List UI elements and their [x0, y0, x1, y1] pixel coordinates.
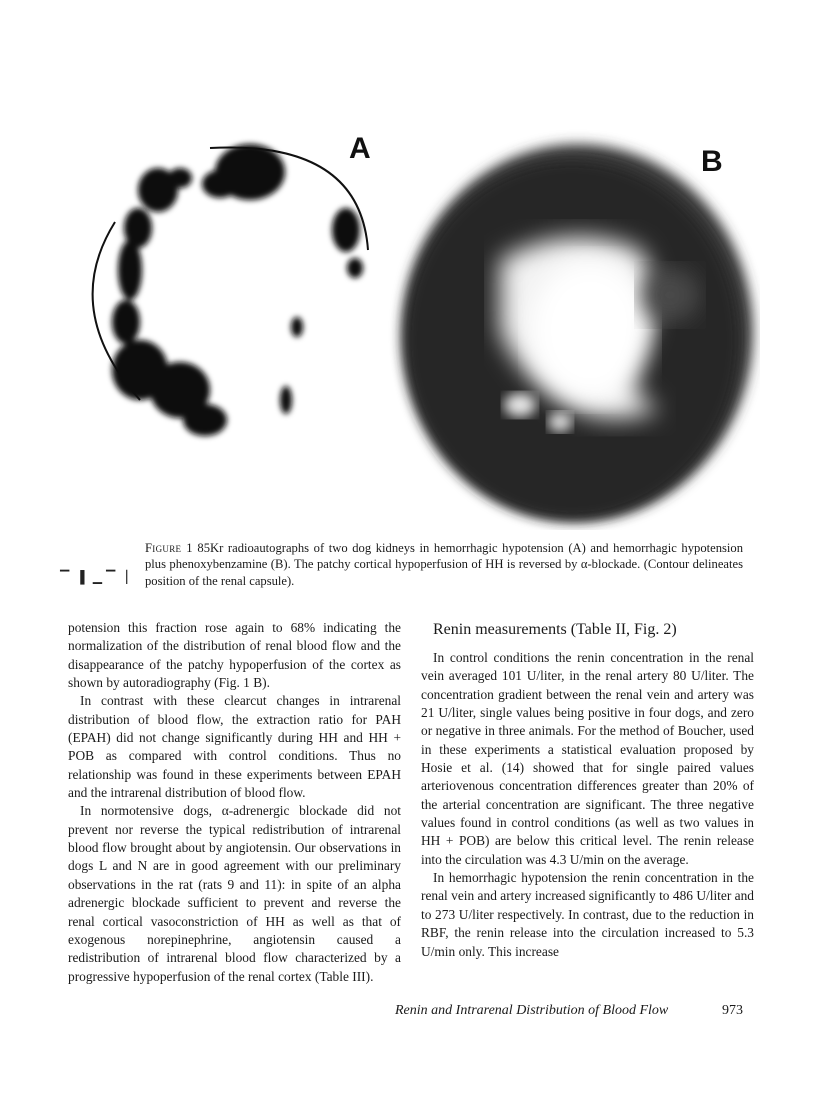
- figure-1: [60, 100, 760, 530]
- panel-a-letter: A: [349, 132, 371, 165]
- caption-text: 85Kr radioautographs of two dog kidneys in hemorrhagic hypotension (A) and hemorrhagic hypotension plus phenoxybenzamine (B). The patchy cortical hypoperfusion of HH is reversed by α-blockade. (Contour delineates position of the renal capsule).: [145, 541, 743, 588]
- page-number: 973: [722, 1003, 743, 1018]
- right-paragraph-1: In control conditions the renin concentration in the renal vein averaged 101 U/liter, in the renal artery 80 U/liter. The concentration gradient between the renal vein and artery was 21 U/liter, single values being positive in four dogs, and zero or negative in three animals. For the method of Boucher, used in these experiments a statistical evaluation proposed by Hosie et al. (14) showed that for single paired values arteriovenous concentration differences greater than 20% of the arterial concentration are significant. The three negative values found in control conditions (as well as two values in HH + POB) are below this critical level. The renin release into the circulation was 4.3 U/min on the average.: [421, 650, 754, 867]
- running-title: Renin and Intrarenal Distribution of Blood Flow: [395, 1003, 669, 1018]
- figure-caption: [145, 540, 743, 589]
- caption-label: Figure 1: [145, 541, 193, 555]
- left-paragraph-1: potension this fraction rose again to 68% indicating the normalization of the distribution of renal blood flow and the disappearance of the patchy hypoperfusion of the cortex as shown by autoradiography (Fig. 1 B).: [68, 620, 401, 691]
- section-heading: Renin measurements (Table II, Fig. 2): [433, 621, 677, 638]
- radioautograph-panels: [60, 100, 760, 530]
- scan-artifact: ▔ ▌▁▔ ▏: [60, 570, 140, 584]
- left-paragraph-2: In contrast with these clearcut changes in intrarenal distribution of blood flow, the extraction ratio for PAH (EPAH) did not change significantly during HH and HH + POB as compared with control conditions. Thus no relationship was found in these experiments between EPAH and the intrarenal distribution of blood flow.: [68, 693, 401, 801]
- right-paragraph-2: In hemorrhagic hypotension the renin concentration in the renal vein and artery increased significantly to 486 U/liter and to 273 U/liter respectively. In contrast, due to the reduction in RBF, the renin release into the circulation increased to 5.3 U/min only. This increase: [421, 870, 754, 959]
- right-column: [421, 619, 754, 961]
- left-column: [68, 619, 401, 986]
- left-paragraph-3: In normotensive dogs, α-adrenergic blockade did not prevent nor reverse the typical redistribution of intrarenal blood flow brought about by angiotensin. Our observations in dogs L and N are in good agreement with our preliminary observations in the rat (rats 9 and 11): in spite of an alpha adrenergic blockade sufficient to prevent and reverse the renal cortical vasoconstriction of HH as well as that of exogenous norepinephrine, angiotensin caused a redistribution of intrarenal blood flow characterized by a progressive hypoperfusion of the renal cortex (Table III).: [68, 803, 401, 984]
- panel-a-kidney: [93, 144, 368, 436]
- panel-b-kidney: [403, 144, 753, 520]
- panel-b-letter: B: [701, 145, 723, 178]
